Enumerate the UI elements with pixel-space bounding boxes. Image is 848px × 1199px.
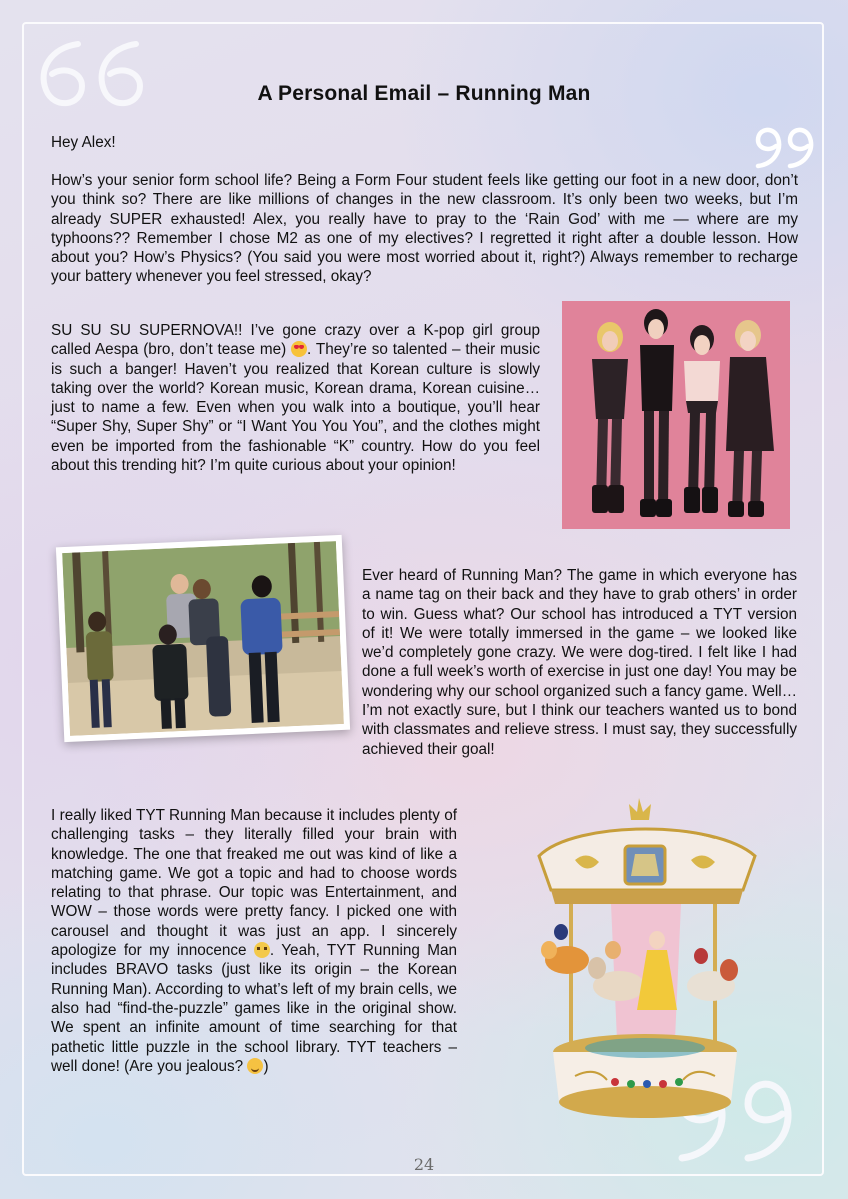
paragraph-2 [51,321,540,475]
paragraph-3: Ever heard of Running Man? The game in which everyone has a name tag on their back and they have to grab others’ in order to win. Guess what? Our school has introduced a TYT version of it! We were totally immersed in the game – we looked like we’d completely gone crazy. We were dog-tired. I felt like I had done a full week’s worth of exercise in just one day! You may be wondering why our school organized such a fancy game. Well… I’m not exactly sure, but I think our teachers wanted us to bond with classmates and relieve stress. I must say, they successfully achieved their goal! [362,567,797,758]
running-man-game-photo [56,535,350,742]
flushed-face-emoji-icon [254,942,270,958]
smirking-face-emoji-icon [247,1058,263,1074]
quotation-mark-icon [752,124,818,172]
page-number: 24 [413,1155,435,1174]
paragraph-4 [51,806,457,1076]
paragraph-4-part-3: ) [263,1057,269,1075]
paragraph-4-part-1: I really liked TYT Running Man because it includes plenty of challenging tasks – they literally filled your brain with knowledge. The one that freaked me out was kind of like a matching game. We got a topic and had to choose words relating to that phrase. Our topic was Entertainment, and WOW – those words were pretty fancy. I picked one with carousel and thought it was just an app. I sincerely apologize for my innocence [51,807,457,960]
greeting: Hey Alex! [51,134,116,151]
kpop-group-photo [562,301,790,529]
paragraph-2-part-1: SU SU SU SUPERNOVA!! I’ve gone crazy over a K-pop girl group called Aespa (bro, don’t tease me) [51,322,540,359]
page-title: A Personal Email – Running Man [257,82,591,105]
carousel-music-box-image [515,790,775,1135]
heart-eyes-emoji-icon [291,341,307,357]
paragraph-1: How’s your senior form school life? Being a Form Four student feels like getting our foot in a new door, don’t you think so? There are like millions of changes in the new classroom. It’s only been two weeks, but I’m already SUPER exhausted! Alex, you really have to pray to the ‘Rain God’ with me — where are my typhoons?? Remember I chose M2 as one of my electives? I regretted it right after a double lesson. How about you? How’s Physics? (You said you were most worried about it, right?) Always remember to recharge your battery whenever you feel stressed, okay? [51,172,798,286]
paragraph-2-part-2: . They’re so talented – their music is such a banger! Haven’t you realized that Korean culture is slowly taking over the world? Korean music, Korean drama, Korean cuisine… just to name a few. Even when you walk into a boutique, you’ll hear “Super Shy, Super Shy” or “I Want You You You”, and the clothes might even be imported from the fashionable “K” country. How do you feel about this trending hit? I’m quite curious about your opinion! [51,341,540,475]
paragraph-4-part-2: . Yeah, TYT Running Man includes BRAVO tasks (just like its origin – the Korean Running Man). According to what’s left of my brain cells, we also had “find-the-puzzle” games like in the original show. We spent an infinite amount of time searching for that pathetic little puzzle in the school library. TYT teachers – well done! (Are you jealous? [51,942,457,1075]
